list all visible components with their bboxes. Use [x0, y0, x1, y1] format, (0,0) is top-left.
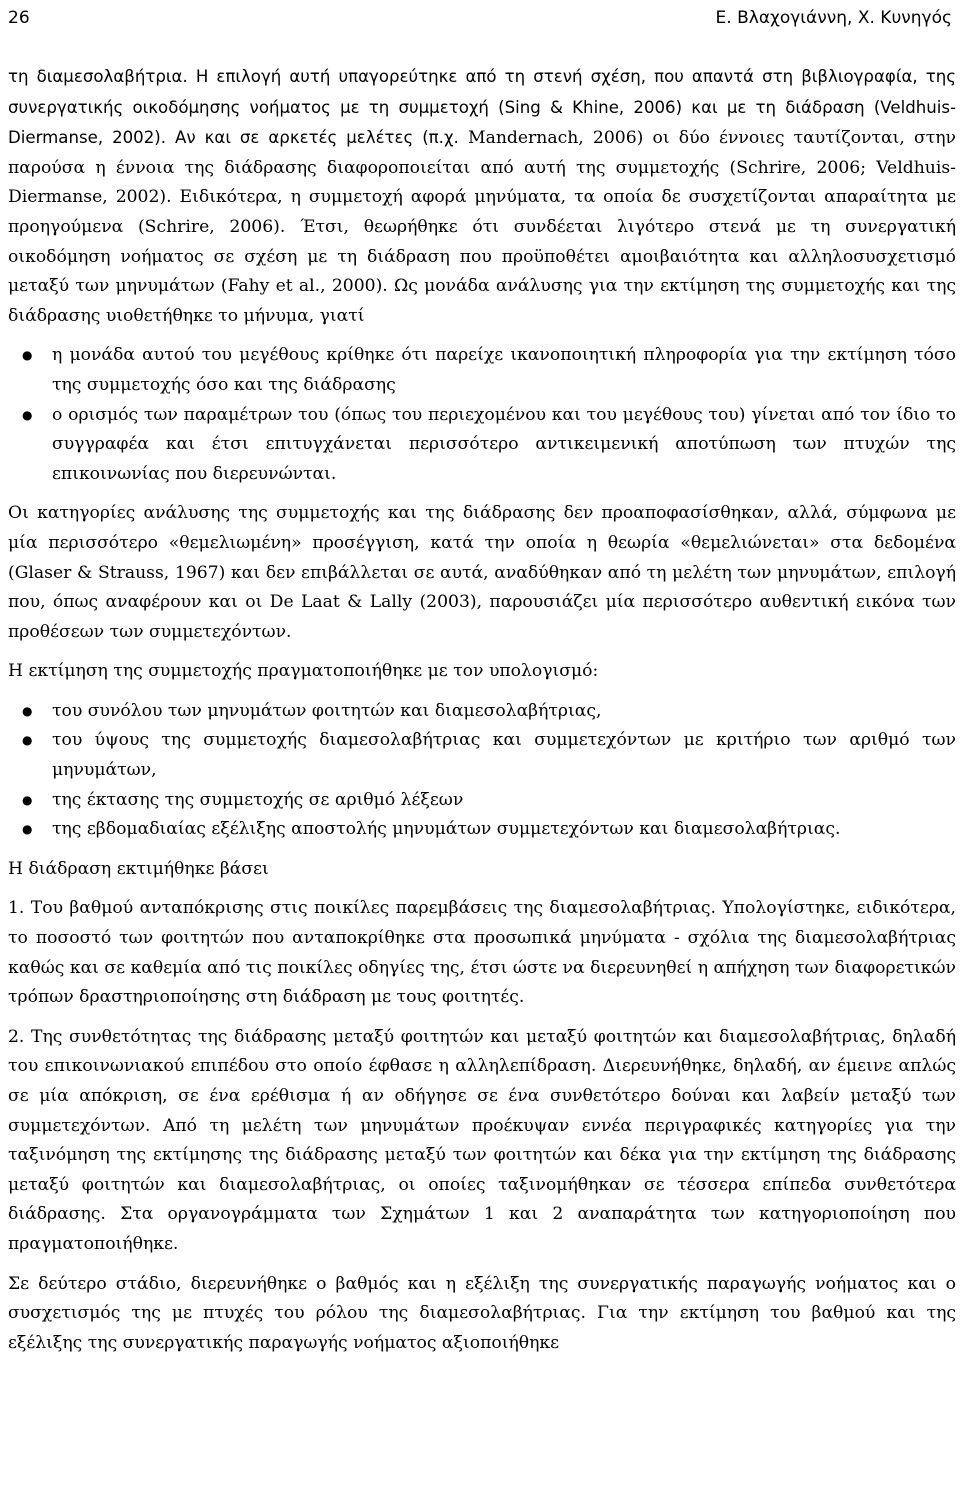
list-item: ● του συνόλου των μηνυμάτων φοιτητών και διαμεσολαβήτριας,	[8, 697, 956, 727]
paragraph: Σε δεύτερο στάδιο, διερευνήθηκε ο βαθμός και η εξέλιξη της συνεργατικής παραγωγής νοήματος και ο συσχετισμός της με πτυχές του ρόλου της διαμεσολαβήτριας. Για την εκτίμηση του βαθμού και της εξέλιξης της συνεργατικής παραγωγής νοήματος αξιοποιήθηκε	[8, 1273, 956, 1353]
list-item: ● της εβδομαδιαίας εξέλιξης αποστολής μηνυμάτων συμμετεχόντων και διαμεσολαβήτριας.	[8, 815, 956, 845]
bullet-list	[8, 697, 956, 845]
paragraph: 2. Της συνθετότητας της διάδρασης μεταξύ φοιτητών και μεταξύ φοιτητών και διαμεσολαβήτριας, δηλαδή του επικοινωνιακού επιπέδου στο οποίο έφθασε η αλληλεπίδραση. Διερευνήθηκε, δηλαδή, αν έμεινε απλώς σε μία απόκριση, σε ένα ερέθισμα ή αν οδήγησε σε ένα συνθετότερο δούναι και λαβείν μεταξύ των συμμετεχόντων. Από τη μελέτη των μηνυμάτων προέκυψαν εννέα περιγραφικές κατηγορίες για την ταξινόμηση της εκτίμησης της διάδρασης μεταξύ των φοιτητών και δέκα για την εκτίμηση της διάδρασης μεταξύ φοιτητών και διαμεσολαβήτριας, οι οποίες ταξινομήθηκαν σε τέσσερα επίπεδα συνθετότερα διάδρασης. Στα οργανογράμματα των Σχημάτων 1 και 2 αναπαράτητα των κατηγοριοποίηση που πραγματοποιήθηκε.	[8, 1026, 956, 1254]
page-number: 26	[8, 8, 30, 28]
page-header	[8, 8, 952, 34]
paragraph-serif-part: Mandernach, 2006) οι δύο έννοιες ταυτίζονται, στην παρούσα η έννοια της διάδρασης διαφοροποιείται από αυτή της συμμετοχής (Schrire, 2006; Veldhuis-Diermanse, 2002). Ειδικότερα, η συμμετοχή αφορά μηνύματα, τα οποία δε συσχετίζονται απαραίτητα με προηγούμενα (Schrire, 2006). Έτσι, θεωρήθηκε ότι συνδέεται λιγότερο στενά με τη συνεργατική οικοδόμηση νοήματος σε σχέση με τη διάδραση που προϋποθέτει αμοιβαιότητα και αλληλοσυσχετισμό μεταξύ των μηνυμάτων (Fahy et al., 2000). Ως μονάδα ανάλυσης για την εκτίμηση της συμμετοχής και της διάδρασης υιοθετήθηκε το μήνυμα, γιατί	[8, 128, 956, 326]
paragraph: Οι κατηγορίες ανάλυσης της συμμετοχής και της διάδρασης δεν προαποφασίσθηκαν, αλλά, σύμφωνα με μία περισσότερο «θεμελιωμένη» προσέγγιση, κατά την οποία η θεωρία «θεμελιώνεται» στα δεδομένα (Glaser & Strauss, 1967) και δεν επιβάλλεται σε αυτά, αναδύθηκαν από τη μελέτη των μηνυμάτων, επιλογή που, όπως αναφέρουν και οι De Laat & Lally (2003), παρουσιάζει μία περισσότερο αυθεντική εικόνα των προθέσεων των συμμετεχόντων.	[8, 503, 956, 642]
list-item: ● της έκτασης της συμμετοχής σε αριθμό λέξεων	[8, 786, 956, 816]
paragraph: Η διάδραση εκτιμήθηκε βάσει	[8, 858, 269, 879]
list-item: ● η μονάδα αυτού του μεγέθους κρίθηκε ότι παρείχε ικανοποιητική πληροφορία για την εκτίμηση τόσο της συμμετοχής όσο και της διάδρασης	[8, 341, 956, 400]
paragraph: Η εκτίμηση της συμμετοχής πραγματοποιήθηκε με τον υπολογισμό:	[8, 661, 599, 682]
list-item: ● του ύψους της συμμετοχής διαμεσολαβήτριας και συμμετεχόντων με κριτήριο των αριθμό των μηνυμάτων,	[8, 726, 956, 785]
paragraph: 1. Του βαθμού ανταπόκρισης στις ποικίλες παρεμβάσεις της διαμεσολαβήτριας. Υπολογίστηκε, ειδικότερα, το ποσοστό των φοιτητών που ανταποκρίθηκε στα προσωπικά μηνύματα - σχόλια της διαμεσολαβήτριας καθώς και σε καθεμία από τις ποικίλες οδηγίες της, έτσι ώστε να διερευνηθεί η απήχηση των διαφορετικών τρόπων δραστηριοποίησης στη διάδραση με τους φοιτητές.	[8, 898, 956, 1008]
paragraph	[8, 62, 956, 331]
bullet-list	[8, 341, 956, 489]
list-item: ● ο ορισμός των παραμέτρων του (όπως του περιεχομένου και του μεγέθους του) γίνεται από τον ίδιο το συγγραφέα και έτσι επιτυγχάνεται περισσότερο αντικειμενική αποτύπωση των πτυχών της επικοινωνίας που διερευνώνται.	[8, 401, 956, 490]
running-title: Ε. Βλαχογιάννη, Χ. Κυνηγός	[715, 8, 952, 28]
paragraph-sans-part: τη διαμεσολαβήτρια. Η επιλογή αυτή υπαγορεύτηκε από τη στενή σχέση, που απαντά στη βιβλιογραφία, της συνεργατικής οικοδόμησης νοήματος με τη συμμετοχή (Sing & Khine, 2006) και με τη διάδραση (Veldhuis-Diermanse, 2002). Αν και σε αρκετές μελέτες (π.χ.	[8, 67, 956, 148]
body-text	[8, 62, 956, 1358]
